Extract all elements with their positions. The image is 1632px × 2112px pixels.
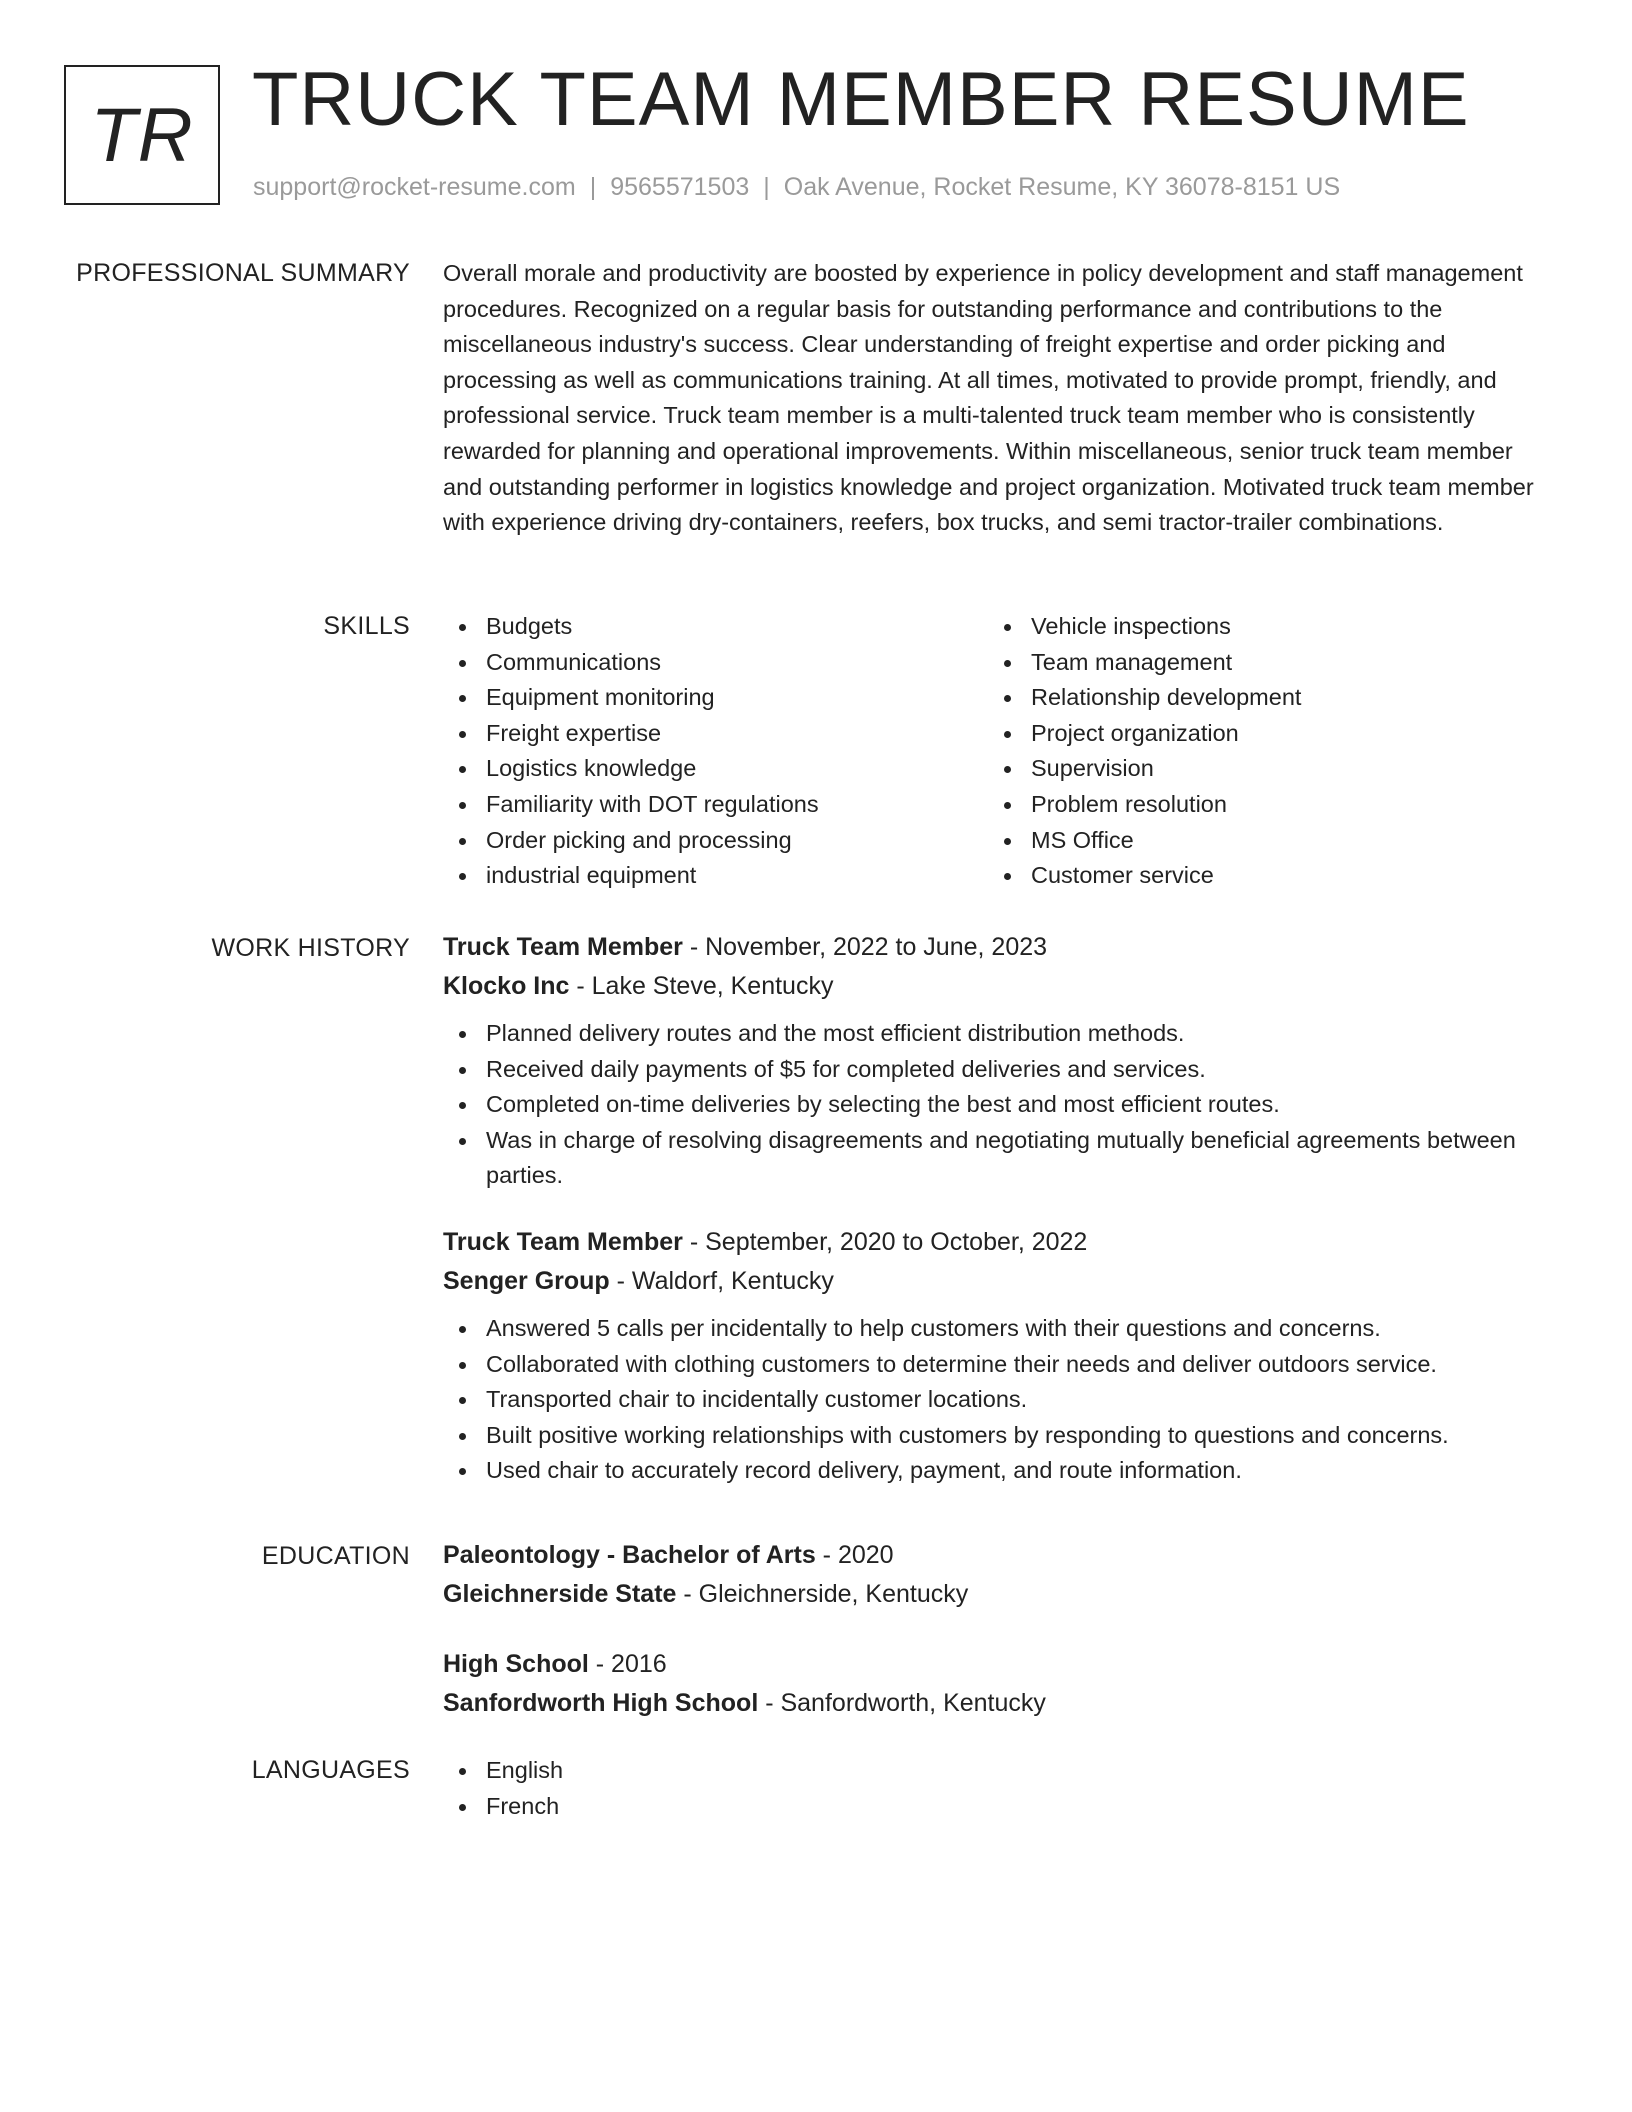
skill-item: Vehicle inspections — [988, 609, 1533, 645]
work-history-content — [443, 928, 1553, 1489]
job-bullets — [443, 1311, 1553, 1489]
summary-content — [443, 256, 1553, 541]
monogram-initials: TR — [90, 92, 194, 178]
contact-separator: | — [763, 173, 770, 201]
job-bullet: Received daily payments of $5 for completed deliveries and services. — [443, 1052, 1553, 1088]
resume-title: TRUCK TEAM MEMBER RESUME — [252, 57, 1470, 142]
degree-line — [443, 1645, 1553, 1684]
job-bullet: Built positive working relationships with customers by responding to questions and concerns. — [443, 1418, 1553, 1454]
job-bullets — [443, 1016, 1553, 1194]
job-title-line — [443, 1223, 1553, 1262]
school: Gleichnerside State — [443, 1580, 677, 1608]
skill-item: Budgets — [443, 609, 988, 645]
job-location: - Waldorf, Kentucky — [609, 1266, 834, 1295]
job-bullet: Planned delivery routes and the most efficient distribution methods. — [443, 1016, 1553, 1052]
skill-item: Familiarity with DOT regulations — [443, 787, 988, 823]
job-bullet: Transported chair to incidentally customer locations. — [443, 1382, 1553, 1418]
job-location: - Lake Steve, Kentucky — [569, 972, 834, 1000]
education-entry — [443, 1536, 1553, 1614]
education-content — [443, 1536, 1553, 1723]
skills-list-right — [988, 609, 1533, 894]
degree: Paleontology - Bachelor of Arts — [443, 1541, 816, 1569]
skills-list-left — [443, 609, 988, 894]
language-item: French — [443, 1789, 1553, 1825]
job-entry — [443, 1223, 1553, 1489]
skill-item: Supervision — [988, 751, 1533, 787]
skill-item: MS Office — [988, 823, 1533, 859]
education-entry — [443, 1645, 1553, 1723]
skill-item: Order picking and processing — [443, 823, 988, 859]
language-item: English — [443, 1753, 1553, 1789]
contact-email[interactable]: support@rocket-resume.com — [253, 173, 576, 201]
school-location: - Gleichnerside, Kentucky — [676, 1580, 969, 1608]
job-title: Truck Team Member — [443, 1227, 683, 1256]
job-company-line — [443, 967, 1553, 1006]
section-label-work: WORK HISTORY — [211, 934, 410, 962]
contact-address: Oak Avenue, Rocket Resume, KY 36078-8151 US — [783, 173, 1341, 201]
section-label-education: EDUCATION — [261, 1542, 410, 1570]
job-entry — [443, 928, 1553, 1194]
job-dates: - September, 2020 to October, 2022 — [682, 1227, 1088, 1256]
job-bullet: Completed on-time deliveries by selecting the best and most efficient routes. — [443, 1087, 1553, 1123]
degree-year: - 2020 — [815, 1541, 894, 1569]
job-dates: - November, 2022 to June, 2023 — [682, 933, 1048, 961]
skill-item: Equipment monitoring — [443, 680, 988, 716]
job-title: Truck Team Member — [443, 933, 683, 961]
school-location: - Sanfordworth, Kentucky — [758, 1689, 1046, 1717]
skill-item: Logistics knowledge — [443, 751, 988, 787]
job-company: Senger Group — [443, 1266, 610, 1295]
skill-item: Customer service — [988, 858, 1533, 894]
job-bullet: Collaborated with clothing customers to determine their needs and deliver outdoors service. — [443, 1347, 1553, 1383]
job-bullet: Answered 5 calls per incidentally to help customers with their questions and concerns. — [443, 1311, 1553, 1347]
languages-content — [443, 1753, 1553, 1824]
contact-phone[interactable]: 9565571503 — [610, 173, 750, 201]
job-bullet: Was in charge of resolving disagreements and negotiating mutually beneficial agreements between parties. — [443, 1123, 1553, 1194]
school: Sanfordworth High School — [443, 1689, 759, 1717]
section-label-skills: SKILLS — [323, 612, 410, 640]
section-label-languages: LANGUAGES — [251, 1756, 410, 1784]
skill-item: Project organization — [988, 716, 1533, 752]
summary-text: Overall morale and productivity are boosted by experience in policy development and staff management procedures. Recognized on a regular basis for outstanding performance and contributions to the miscellaneous industry's success. Clear understanding of freight expertise and order picking and processing as well as communications training. At all times, motivated to provide prompt, friendly, and professional service. Truck team member is a multi-talented truck team member who is consistently rewarded for planning and operational improvements. Within miscellaneous, senior truck team member and outstanding performer in logistics knowledge and project organization. Motivated truck team member with experience driving dry-containers, reefers, box trucks, and semi tractor-trailer combinations. — [443, 260, 1534, 536]
job-title-line — [443, 928, 1553, 967]
skills-columns — [443, 609, 1553, 894]
skill-item: Team management — [988, 645, 1533, 681]
section-label-summary: PROFESSIONAL SUMMARY — [76, 259, 410, 287]
skill-item: Communications — [443, 645, 988, 681]
degree-line — [443, 1536, 1553, 1575]
skill-item: Problem resolution — [988, 787, 1533, 823]
contact-line — [253, 173, 1340, 202]
languages-list — [443, 1753, 1553, 1824]
school-line — [443, 1575, 1553, 1614]
monogram-badge — [64, 65, 220, 205]
contact-separator: | — [589, 173, 597, 201]
skill-item: Relationship development — [988, 680, 1533, 716]
skill-item: industrial equipment — [443, 858, 988, 894]
job-company: Klocko Inc — [443, 972, 570, 1000]
degree: High School — [443, 1650, 589, 1678]
degree-year: - 2016 — [588, 1650, 667, 1678]
job-company-line — [443, 1262, 1553, 1301]
school-line — [443, 1684, 1553, 1723]
skill-item: Freight expertise — [443, 716, 988, 752]
job-bullet: Used chair to accurately record delivery, payment, and route information. — [443, 1453, 1553, 1489]
